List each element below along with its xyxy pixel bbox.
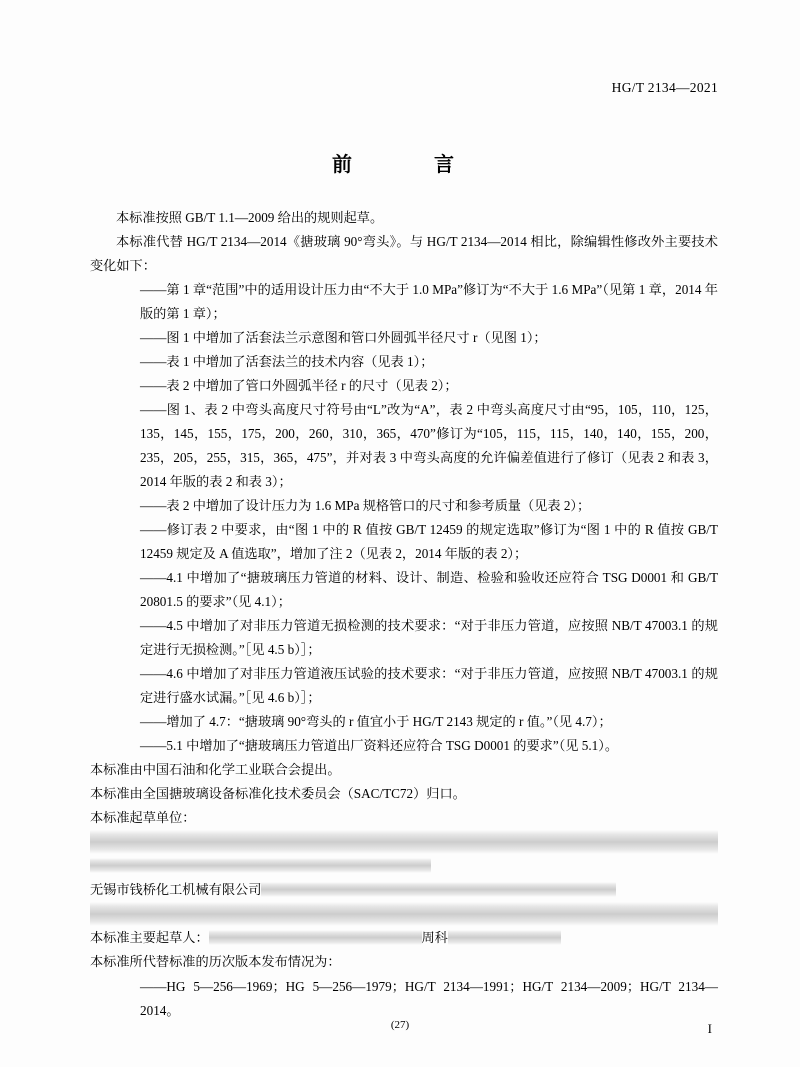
redacted-text-line-1 (90, 830, 718, 854)
drafting-units-line (90, 854, 718, 878)
redacted-text-line-4 (90, 902, 718, 926)
redacted-text-line-2 (90, 858, 431, 873)
paragraph-replacement-intro: 本标准代替 HG/T 2134—2014《搪玻璃 90°弯头》。与 HG/T 2134—2014 相比，除编辑性修改外主要技术变化如下： (90, 234, 718, 274)
main-drafters-label: 本标准主要起草人： (90, 930, 209, 946)
footer-page-number: (27) (390, 1019, 410, 1031)
page-title: 前 言 (332, 154, 468, 176)
drafter-name-visible: 周科 (421, 930, 448, 946)
paragraph-main-drafters (90, 926, 718, 950)
change-item-10: ——4.6 中增加了对非压力管道液压试验的技术要求：“对于非压力管道，应按照 NB/T 47003.1 的规定进行盛水试漏。”［见 4.6 b）］； (140, 666, 718, 706)
footer-roman-number: I (707, 1021, 712, 1036)
change-item-7: ——修订表 2 中要求，由“图 1 中的 R 值按 GB/T 12459 的规定选取”修订为“图 1 中的 R 值按 GB/T 12459 规定及 A 值选取”，增加了注 2（见表 2，2014 年版的表 2）； (140, 522, 718, 562)
change-item-11: ——增加了 4.7：“搪玻璃 90°弯头的 r 值宜小于 HG/T 2143 规定的 r 值。”（见 4.7）； (140, 714, 612, 730)
change-item-5: ——图 1、表 2 中弯头高度尺寸符号由“L”改为“A”，表 2 中弯头高度尺寸由“95，105，110，125，135，145，155，175，200，260，310，365，470”修订为“105，115，115，140，140，155，200，235，205，255，315，365，475”，并对表 3 中弯头高度的允许偏差值进行了修订（见表 2 和表 3，2014 年版的表 2 和表 3）； (140, 402, 718, 490)
paragraph-proposed-by: 本标准由中国石油和化学工业联合会提出。 (90, 762, 341, 778)
paragraph-scope-basis: 本标准按照 GB/T 1.1—2009 给出的规则起草。 (116, 210, 384, 225)
redacted-drafters-a (209, 930, 422, 945)
document-body (90, 206, 718, 1023)
paragraph-previous-editions-label: 本标准所代替标准的历次版本发布情况为： (90, 954, 341, 970)
redacted-drafters-b (448, 930, 562, 945)
paragraph-administered-by: 本标准由全国搪玻璃设备标准化技术委员会（SAC/TC72）归口。 (90, 786, 466, 802)
change-item-6: ——表 2 中增加了设计压力为 1.6 MPa 规格管口的尺寸和参考质量（见表 2）； (140, 498, 591, 514)
change-item-12: ——5.1 中增加了“搪玻璃压力管道出厂资料还应符合 TSG D0001 的要求”（见 5.1）。 (140, 738, 619, 754)
paragraph-drafting-units-label: 本标准起草单位： (90, 810, 196, 826)
page-header-standard-code: HG/T 2134—2021 (611, 80, 718, 95)
previous-editions-list: ——HG 5—256—1969；HG 5—256—1979；HG/T 2134—1991；HG/T 2134—2009；HG/T 2134—2014。 (140, 978, 718, 1018)
change-item-2: ——图 1 中增加了活套法兰示意图和管口外圆弧半径尺寸 r（见图 1）； (140, 330, 547, 346)
drafting-unit-name: 无锡市钱桥化工机械有限公司 (90, 882, 262, 898)
change-item-9: ——4.5 中增加了对非压力管道无损检测的技术要求：“对于非压力管道，应按照 NB/T 47003.1 的规定进行无损检测。”［见 4.5 b）］； (140, 618, 718, 658)
change-item-3: ——表 1 中增加了活套法兰的技术内容（见表 1）； (140, 354, 434, 370)
drafting-unit-visible-line (90, 878, 718, 902)
change-item-8: ——4.1 中增加了“搪玻璃压力管道的材料、设计、制造、检验和验收还应符合 TSG D0001 和 GB/T 20801.5 的要求”（见 4.1）； (140, 570, 718, 610)
redacted-text-line-3 (261, 882, 616, 897)
change-item-4: ——表 2 中增加了管口外圆弧半径 r 的尺寸（见表 2）； (140, 378, 458, 394)
change-item-1: ——第 1 章“范围”中的适用设计压力由“不大于 1.0 MPa”修订为“不大于 1.6 MPa”（见第 1 章，2014 年版的第 1 章）； (140, 282, 718, 322)
